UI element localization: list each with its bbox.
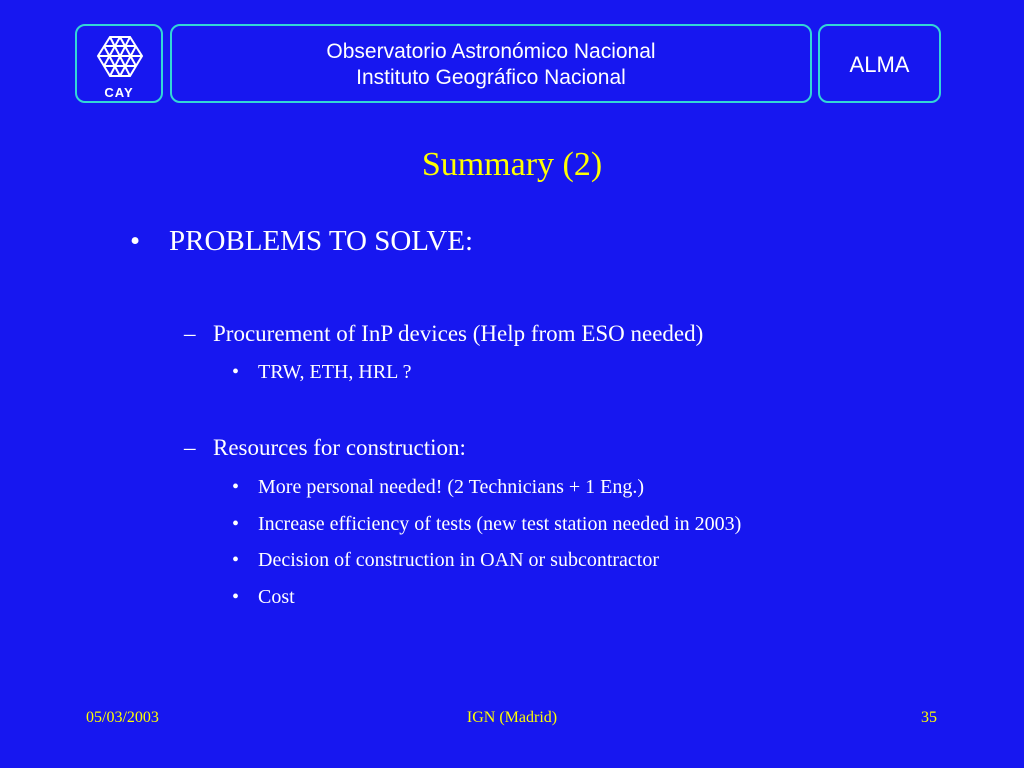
slide-title: Summary (2) — [421, 146, 603, 183]
project-label: ALMA — [849, 52, 910, 77]
logo-text: CAY — [104, 85, 134, 100]
sub-bullet-text: Resources for construction: — [213, 435, 466, 460]
list-item-text: Increase efficiency of tests (new test station needed in 2003) — [258, 513, 742, 535]
bullet-marker: • — [232, 476, 240, 498]
footer-center: IGN (Madrid) — [466, 709, 558, 726]
dash-marker: – — [184, 435, 196, 460]
bullet-marker: • — [232, 513, 240, 535]
bullet-marker: • — [232, 549, 240, 571]
page-number: 35 — [921, 709, 937, 726]
project-box — [818, 24, 941, 103]
bullet-marker: • — [232, 361, 240, 383]
bullet-marker: • — [232, 586, 240, 608]
footer-date: 05/03/2003 — [86, 709, 159, 726]
sub-bullet-text: Procurement of InP devices (Help from ESO needed) — [213, 321, 704, 346]
dash-marker: – — [184, 321, 196, 346]
institution-header — [170, 24, 812, 103]
main-bullet-text: PROBLEMS TO SOLVE: — [169, 225, 474, 257]
list-item-text: Cost — [258, 586, 295, 608]
institution-line-1: Observatorio Astronómico Nacional — [326, 40, 656, 63]
logo-box — [75, 24, 163, 103]
institution-line-2: Instituto Geográfico Nacional — [356, 66, 626, 89]
list-item-text: More personal needed! (2 Technicians + 1 Eng.) — [258, 476, 645, 498]
cay-geodesic-dome-icon — [95, 34, 145, 84]
list-item-text: Decision of construction in OAN or subcontractor — [258, 549, 660, 571]
list-item-text: TRW, ETH, HRL ? — [258, 361, 412, 383]
bullet-marker: • — [130, 225, 141, 257]
